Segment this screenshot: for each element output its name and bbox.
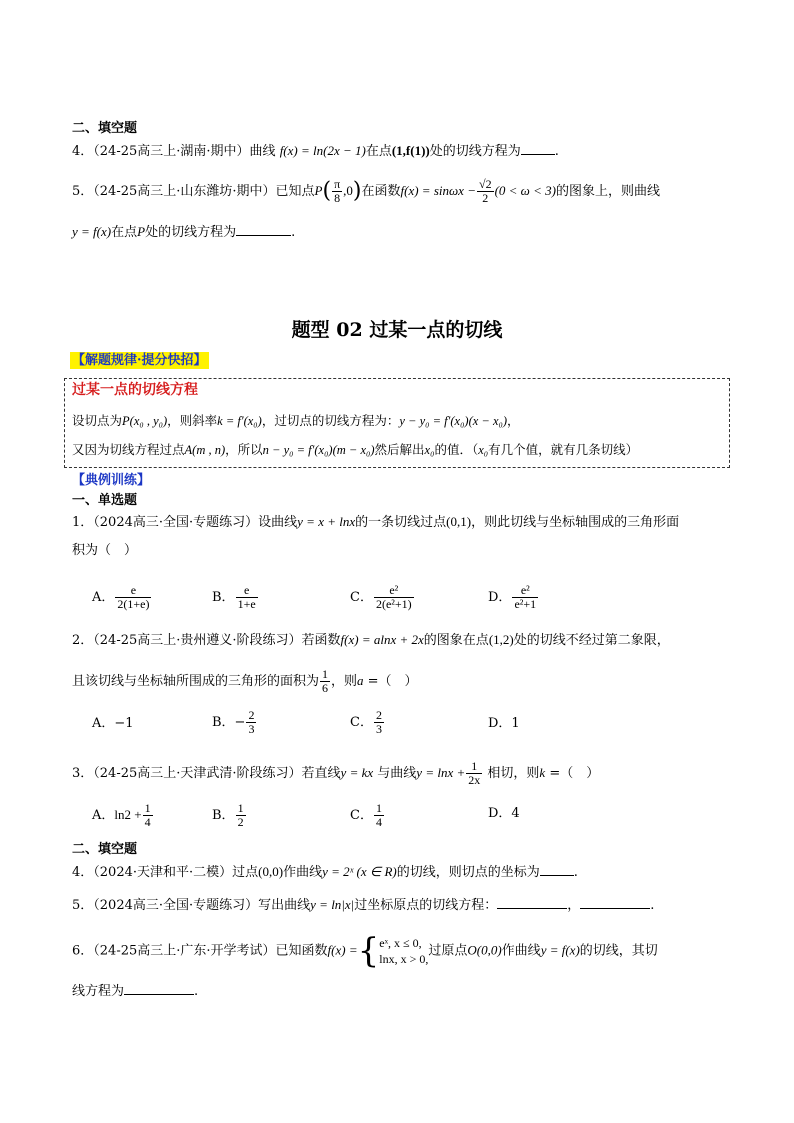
question-2-line2: 且该切线与坐标轴所围成的三角形的面积为 $\frac{1}{6}$ ，则a =（ ） bbox=[72, 667, 418, 695]
question-5-top: 5．（24-25高三上·山东潍坊·期中）已知点P( $\frac{\pi}{8}$ ,0)在函数f(x) = sinωx − $\frac{√2}{2}$ (0 < ω < 3)的图象上，则曲线 bbox=[72, 177, 660, 205]
option-2d[interactable]: D．1 bbox=[488, 716, 520, 731]
question-source: （24-25高三上·贵州遵义·阶段练习） bbox=[93, 633, 302, 648]
option-2b[interactable]: B．− $\frac{2}{3}$ bbox=[212, 708, 255, 736]
question-5-top-line2: y = f(x)在点P处的切线方程为 . bbox=[72, 224, 296, 240]
page-title: 题型 02 过某一点的切线 bbox=[291, 319, 503, 341]
section-heading-fill: 二、填空题 bbox=[72, 842, 138, 857]
option-3b[interactable]: B． $\frac{1}{2}$ bbox=[212, 801, 244, 829]
option-3c[interactable]: C． $\frac{1}{4}$ bbox=[350, 801, 382, 829]
question-number: 6． bbox=[72, 943, 94, 959]
question-source: （24-25高三上·广东·开学考试） bbox=[93, 943, 276, 959]
option-1b[interactable]: B． $\frac{e}{1+e}$ bbox=[212, 583, 256, 611]
question-6-line2: 线方程为 . bbox=[72, 984, 199, 999]
option-2a[interactable]: A．−1 bbox=[92, 716, 134, 731]
question-source: （24-25高三上·湖南·期中） bbox=[93, 144, 250, 159]
formula: f(x) = sinωx − bbox=[400, 183, 476, 198]
formula: f(x) = ln(2x − 1) bbox=[279, 143, 366, 158]
method-heading: 过某一点的切线方程 bbox=[72, 382, 198, 398]
question-5: 5．（2024高三·全国·专题练习）写出曲线y = ln|x|过坐标原点的切线方程： ， . bbox=[72, 897, 655, 913]
question-source: （2024高三·全国·专题练习） bbox=[93, 515, 259, 530]
option-3d[interactable]: D．4 bbox=[488, 806, 520, 821]
point: (1,f(1)) bbox=[391, 143, 430, 158]
question-4-top: 4．（24-25高三上·湖南·期中）曲线 f(x) = ln(2x − 1)在点(1,f(1))处的切线方程为 . bbox=[72, 143, 559, 159]
tips-tag: 【解题规律·提分快招】 bbox=[72, 353, 207, 368]
option-2c[interactable]: C． $\frac{2}{3}$ bbox=[350, 708, 382, 736]
option-1a[interactable]: A． $\frac{e}{2(1+e)}$ bbox=[92, 583, 150, 611]
question-number: 4． bbox=[72, 144, 94, 159]
question-number: 5． bbox=[72, 184, 94, 199]
question-source: （2024·天津和平·二模） bbox=[93, 865, 233, 880]
examples-tag: 【典例训练】 bbox=[72, 473, 151, 488]
section-heading-single: 一、单选题 bbox=[72, 493, 138, 508]
option-3a[interactable]: A．ln2 + $\frac{1}{4}$ bbox=[92, 801, 151, 829]
question-1-line2: 积为（ ） bbox=[72, 543, 138, 558]
question-6: 6．（24-25高三上·广东·开学考试）已知函数f(x) ={ eˣ, x ≤ 0, lnx, x > 0, 过原点O(0,0)作曲线y = f(x)的切线，其切 bbox=[72, 931, 658, 971]
fraction: $\frac{√2}{2}$ bbox=[478, 177, 492, 205]
question-2: 2．（24-25高三上·贵州遵义·阶段练习）若函数f(x) = alnx + 2x的图象在点(1,2)处的切线不经过第二象限， bbox=[72, 632, 670, 648]
answer-blank[interactable] bbox=[521, 142, 555, 155]
question-1: 1．（2024高三·全国·专题练习）设曲线y = x + lnx的一条切线过点(0,1)，则此切线与坐标轴围成的三角形面 bbox=[72, 514, 680, 530]
question-source: （2024高三·全国·专题练习） bbox=[93, 898, 259, 913]
question-4: 4．（2024·天津和平·二模）过点(0,0)作曲线y = 2ˣ (x ∈ R)的切线，则切点的坐标为 . bbox=[72, 864, 578, 880]
method-line-2: 又因为切线方程过点A(m , n)，所以n − y₀ = f′(x₀)(m − x₀)然后解出x₀的值．（x₀有几个值，就有几条切线） bbox=[72, 442, 639, 457]
option-1c[interactable]: C． $\frac{\text{e²}}{\text{2(e²+1)}}$ bbox=[350, 583, 412, 611]
answer-blank[interactable] bbox=[540, 863, 574, 876]
answer-blank-1[interactable] bbox=[497, 896, 567, 909]
answer-blank[interactable] bbox=[124, 982, 194, 995]
fraction: $\frac{\pi}{8}$ bbox=[334, 177, 341, 205]
answer-blank-2[interactable] bbox=[580, 896, 650, 909]
question-source: （24-25高三上·天津武清·阶段练习） bbox=[93, 766, 302, 781]
option-1d[interactable]: D． $\frac{\text{e²}}{\text{e²+1}}$ bbox=[488, 583, 537, 611]
question-number: 3． bbox=[72, 766, 94, 781]
question-3: 3．（24-25高三上·天津武清·阶段练习）若直线y = kx 与曲线y = lnx + $\frac{1}{2x}$ 相切，则k =（ ） bbox=[72, 759, 600, 787]
piecewise-cases: eˣ, x ≤ 0, lnx, x > 0, bbox=[379, 936, 429, 966]
method-line-1: 设切点为P(x₀ , y₀)，则斜率k = f′(x₀)，过切点的切线方程为：y − y₀ = f′(x₀)(x − x₀)， bbox=[72, 413, 520, 428]
answer-blank[interactable] bbox=[236, 223, 291, 236]
question-number: 1． bbox=[72, 515, 94, 530]
question-source: （24-25高三上·山东潍坊·期中） bbox=[93, 184, 276, 199]
question-number: 2． bbox=[72, 633, 94, 648]
question-number: 5． bbox=[72, 898, 94, 913]
section-heading-fill-top: 二、填空题 bbox=[72, 121, 138, 136]
question-number: 4． bbox=[72, 865, 94, 880]
